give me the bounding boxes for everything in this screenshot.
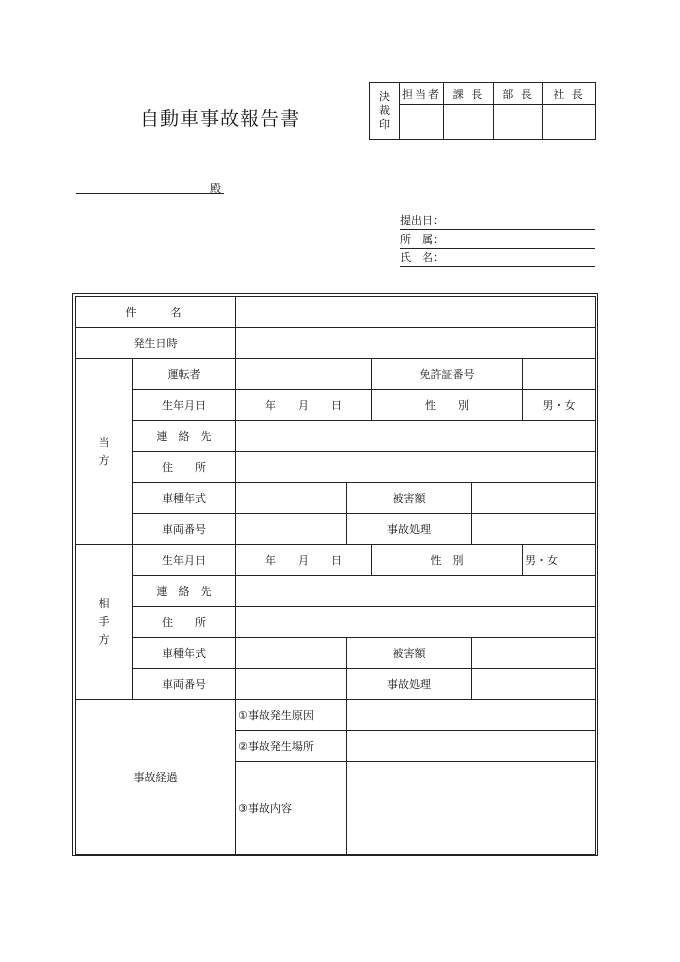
other-party-label-char: 方	[98, 633, 110, 646]
self-model-year-input[interactable]	[236, 483, 347, 514]
self-contact-input[interactable]	[236, 421, 596, 452]
other-contact-input[interactable]	[236, 576, 596, 607]
self-gender-label: 性 別	[372, 390, 523, 421]
addressee-honorific: 殿	[210, 182, 221, 195]
submit-date-field[interactable]	[400, 212, 595, 230]
approval-stamp-box[interactable]	[543, 105, 596, 140]
details-label: ③事故内容	[236, 762, 347, 855]
approval-header-staff: 担当者	[400, 83, 444, 105]
other-handling-label: 事故処理	[347, 669, 472, 700]
name-label: 氏 名：	[400, 251, 444, 264]
report-form-frame	[72, 293, 598, 856]
self-plate-input[interactable]	[236, 514, 347, 545]
department-label: 所 属：	[400, 233, 444, 246]
license-number-input[interactable]	[523, 359, 596, 390]
self-damage-label: 被害額	[347, 483, 472, 514]
self-model-year-label: 車種年式	[133, 483, 236, 514]
other-birthdate-label: 生年月日	[133, 545, 236, 576]
approval-header-president: 社 長	[543, 83, 596, 105]
self-plate-label: 車両番号	[133, 514, 236, 545]
document-title: 自動車事故報告書	[140, 108, 301, 130]
self-contact-label: 連 絡 先	[133, 421, 236, 452]
other-party-label	[76, 545, 133, 700]
other-address-label: 住 所	[133, 607, 236, 638]
driver-input[interactable]	[236, 359, 372, 390]
approval-label-char: 裁	[379, 104, 390, 117]
details-input[interactable]	[347, 762, 596, 855]
self-birthdate-input[interactable]: 年 月 日	[236, 390, 372, 421]
report-form	[75, 296, 596, 855]
license-number-label: 免許証番号	[372, 359, 523, 390]
approval-stamp-table	[369, 82, 596, 140]
approval-label	[370, 83, 400, 140]
datetime-input[interactable]	[236, 328, 596, 359]
cause-input[interactable]	[347, 700, 596, 731]
approval-header-department-head: 部 長	[494, 83, 543, 105]
other-party-label-char: 手	[98, 615, 110, 628]
datetime-label: 発生日時	[76, 328, 236, 359]
other-birthdate-input[interactable]: 年 月 日	[236, 545, 372, 576]
place-input[interactable]	[347, 731, 596, 762]
approval-stamp-box[interactable]	[444, 105, 494, 140]
self-damage-input[interactable]	[472, 483, 596, 514]
driver-label: 運転者	[133, 359, 236, 390]
self-address-input[interactable]	[236, 452, 596, 483]
department-field[interactable]	[400, 231, 595, 249]
other-damage-input[interactable]	[472, 638, 596, 669]
other-handling-input[interactable]	[472, 669, 596, 700]
other-plate-label: 車両番号	[133, 669, 236, 700]
self-handling-input[interactable]	[472, 514, 596, 545]
other-damage-label: 被害額	[347, 638, 472, 669]
subject-label: 件 名	[76, 297, 236, 328]
self-party-label-char: 方	[98, 453, 110, 467]
approval-header-section-chief: 課 長	[444, 83, 494, 105]
approval-stamp-box[interactable]	[494, 105, 543, 140]
other-gender-input[interactable]: 男・女	[523, 545, 596, 576]
other-gender-label: 性 別	[372, 545, 523, 576]
self-address-label: 住 所	[133, 452, 236, 483]
approval-label-char: 印	[379, 118, 390, 131]
approval-label-char: 決	[379, 90, 390, 103]
other-model-year-label: 車種年式	[133, 638, 236, 669]
self-handling-label: 事故処理	[347, 514, 472, 545]
other-contact-label: 連 絡 先	[133, 576, 236, 607]
self-party-label	[76, 359, 133, 545]
history-label: 事故経過	[76, 700, 236, 855]
self-birthdate-label: 生年月日	[133, 390, 236, 421]
other-address-input[interactable]	[236, 607, 596, 638]
subject-input[interactable]	[236, 297, 596, 328]
other-model-year-input[interactable]	[236, 638, 347, 669]
other-plate-input[interactable]	[236, 669, 347, 700]
place-label: ②事故発生場所	[236, 731, 347, 762]
addressee-field[interactable]	[76, 193, 224, 194]
self-gender-input[interactable]: 男・女	[523, 390, 596, 421]
submit-date-label: 提出日：	[400, 214, 444, 227]
cause-label: ①事故発生原因	[236, 700, 347, 731]
name-field[interactable]	[400, 249, 595, 267]
approval-stamp-box[interactable]	[400, 105, 444, 140]
self-party-label-char: 当	[98, 435, 110, 449]
other-party-label-char: 相	[98, 597, 110, 610]
